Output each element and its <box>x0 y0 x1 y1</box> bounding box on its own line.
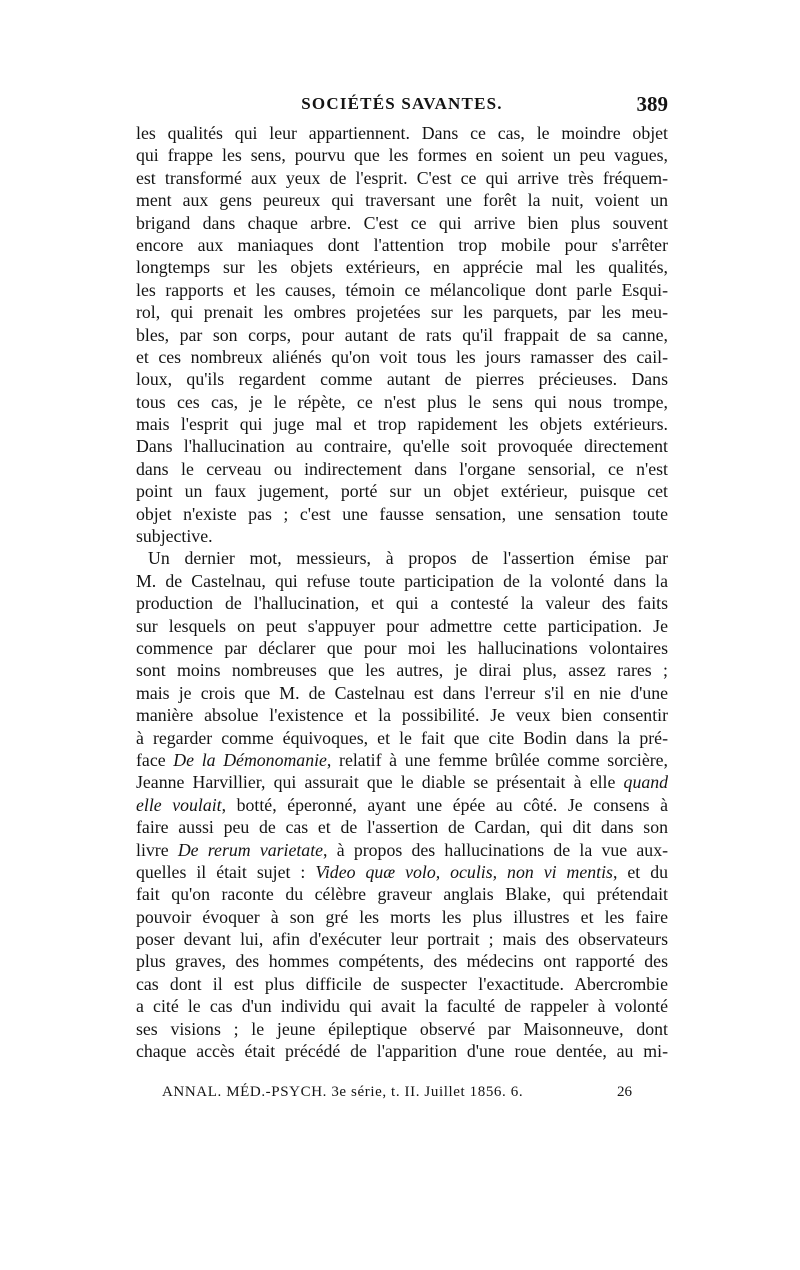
italic-run: De rerum varietate <box>177 839 324 860</box>
text-line: rol, qui prenait les ombres projetées sur les parquets, par les meu- <box>136 302 668 323</box>
text-line: Un dernier mot, messieurs, à propos de l'assertion émise par <box>148 548 668 569</box>
text-line: M. de Castelnau, qui refuse toute participation de la volonté dans la <box>136 570 668 591</box>
text-line: livre De rerum varietate, à propos des hallucinations de la vue aux- <box>136 839 669 860</box>
text-line: point un faux jugement, porté sur un objet extérieur, puisque cet <box>136 481 668 502</box>
signature-number: 26 <box>617 1084 632 1100</box>
running-head: SOCIÉTÉS SAVANTES. <box>301 94 503 113</box>
text-line: et ces nombreux aliénés qu'on voit tous les jours ramasser des cail- <box>136 346 668 367</box>
text-line: subjective. <box>136 526 213 547</box>
page-number: 389 <box>636 92 668 116</box>
italic-run: De la Démonomanie <box>173 749 327 770</box>
text-line: sur lesquels on peut s'appuyer pour admettre cette participation. Je <box>136 615 668 636</box>
text-line: mais l'esprit qui juge mal et trop rapidement les objets extérieurs. <box>136 414 668 435</box>
printer-signature: ANNAL. MÉD.-PSYCH. 3e série, t. II. Juillet 1856. 6. <box>162 1084 524 1100</box>
text-line: faire aussi peu de cas et de l'assertion de Cardan, qui dit dans son <box>136 817 668 838</box>
text-line: poser devant lui, afin d'exécuter leur portrait ; mais des observateurs <box>136 929 668 950</box>
page-header <box>136 92 668 118</box>
text-line: cas dont il est plus difficile de suspecter l'exactitude. Abercrombie <box>136 973 668 994</box>
italic-run: quand <box>623 772 668 793</box>
text-line: production de l'hallucination, et qui a contesté la valeur des faits <box>136 593 668 614</box>
text-line: elle voulait, botté, éperonné, ayant une épée au côté. Je consens à <box>136 794 668 815</box>
text-line: tous ces cas, je le répète, ce n'est plus le sens qui nous trompe, <box>136 391 668 412</box>
text-line: sont moins nombreuses que les autres, je dirai plus, assez rares ; <box>136 660 668 681</box>
italic-run: elle voulait <box>136 794 222 815</box>
text-line: encore aux maniaques dont l'attention trop mobile pour s'arrêter <box>136 234 668 255</box>
body-text <box>136 122 668 1062</box>
page-footer <box>162 1080 632 1104</box>
text-line: est transformé aux yeux de l'esprit. C'est ce qui arrive très fréquem- <box>136 167 668 188</box>
text-line: longtemps sur les objets extérieurs, en apprécie mal les qualités, <box>136 257 668 278</box>
text-line: objet n'existe pas ; c'est une fausse sensation, une sensation toute <box>136 503 668 524</box>
text-line: pouvoir évoquer à son gré les morts les plus illustres et les faire <box>136 906 668 927</box>
text-line: ses visions ; le jeune épileptique observé par Maisonneuve, dont <box>136 1018 668 1039</box>
text-line: chaque accès était précédé de l'apparition d'une roue dentée, au mi- <box>136 1041 668 1062</box>
text-line: dans le cerveau ou indirectement dans l'organe sensorial, ce n'est <box>136 458 668 479</box>
text-line: loux, qu'ils regardent comme autant de pierres précieuses. Dans <box>136 369 668 390</box>
text-line: mais je crois que M. de Castelnau est dans l'erreur s'il en nie d'une <box>136 682 668 703</box>
text-line: quelles il était sujet : Video quæ volo, oculis, non vi mentis, et du <box>136 861 669 882</box>
text-line: bles, par son corps, pour autant de rats qu'il frappait de sa canne, <box>136 324 668 345</box>
text-line: à regarder comme équivoques, et le fait que cite Bodin dans la pré- <box>136 727 668 748</box>
text-line: fait qu'on raconte du célèbre graveur anglais Blake, qui prétendait <box>136 884 668 905</box>
text-line: les rapports et les causes, témoin ce mélancolique dont parle Esqui- <box>136 279 668 300</box>
text-line: manière absolue l'existence et la possibilité. Je veux bien consentir <box>136 705 668 726</box>
text-line: commence par déclarer que pour moi les hallucinations volontaires <box>136 637 668 658</box>
text-line: brigand dans chaque arbre. C'est ce qui arrive bien plus souvent <box>136 212 668 233</box>
text-line: les qualités qui leur appartiennent. Dans ce cas, le moindre objet <box>136 123 668 143</box>
text-line: plus graves, des hommes compétents, des médecins ont rapporté des <box>136 951 668 972</box>
italic-run: Video quæ volo, oculis, non vi mentis <box>315 861 613 882</box>
text-line: face De la Démonomanie, relatif à une femme brûlée comme sorcière, <box>136 749 669 770</box>
text-line: a cité le cas d'un individu qui avait la faculté de rappeler à volonté <box>136 996 668 1017</box>
text-line: Dans l'hallucination au contraire, qu'elle soit provoquée directement <box>136 436 668 457</box>
text-line: qui frappe les sens, pourvu que les formes en soient un peu vagues, <box>136 145 668 166</box>
text-line: ment aux gens peureux qui traversant une forêt la nuit, voient un <box>136 190 668 211</box>
text-line: Jeanne Harvillier, qui assurait que le diable se présentait à elle quand <box>136 772 668 793</box>
